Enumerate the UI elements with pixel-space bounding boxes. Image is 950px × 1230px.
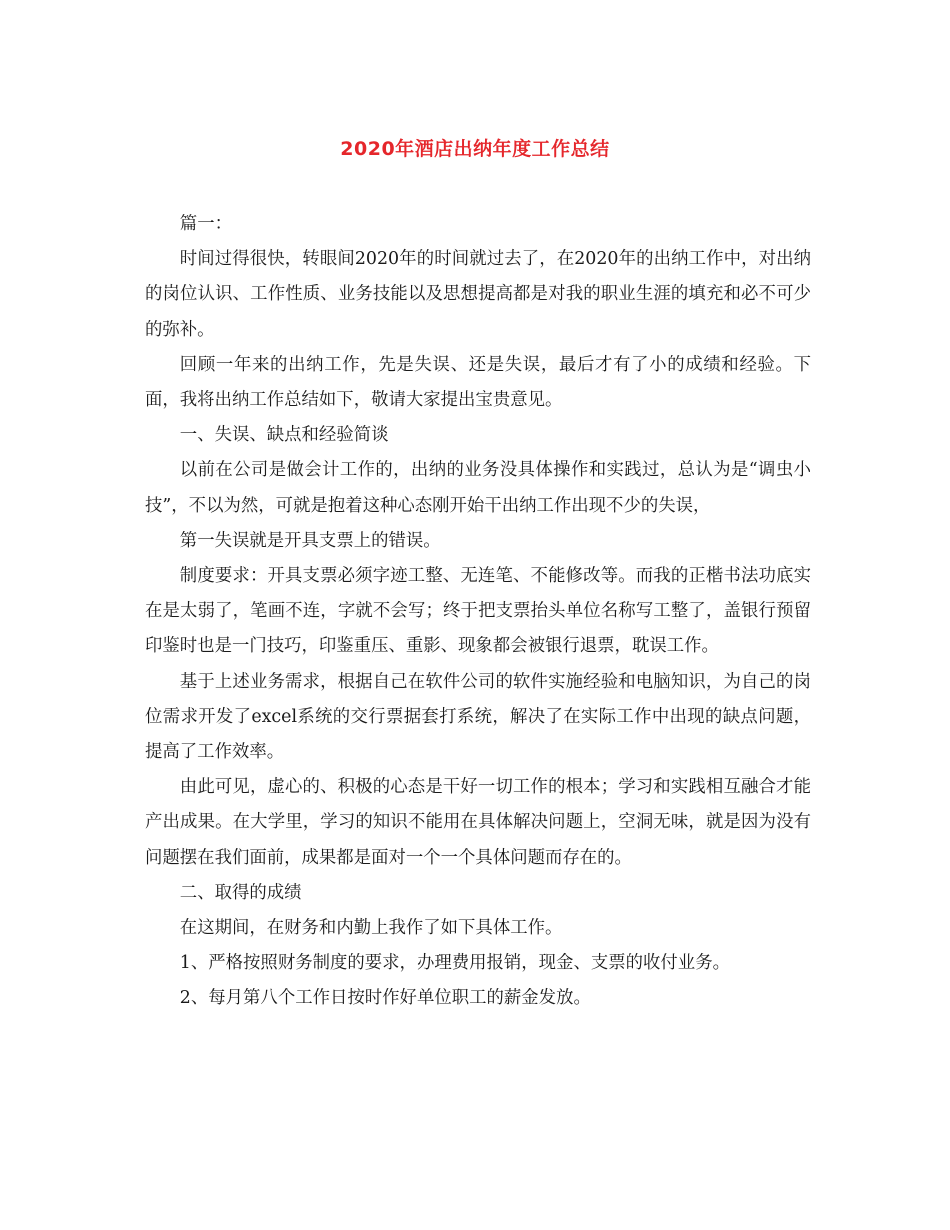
paragraph: 由此可见，虚心的、积极的心态是干好一切工作的根本；学习和实践相互融合才能产出成果。在大学里，学习的知识不能用在具体解决问题上，空洞无味，就是因为没有问题摆在我们面前，成果都是面对一个一个具体问题而存在的。 <box>145 777 811 868</box>
document-body <box>145 207 811 1017</box>
document-title: 2020年酒店出纳年度工作总结 <box>340 138 610 160</box>
paragraph: 在这期间，在财务和内勤上我作了如下具体工作。 <box>179 918 563 939</box>
paragraph-section-label: 篇一： <box>179 214 232 234</box>
paragraph: 第一失误就是开具支票上的错误。 <box>179 530 441 551</box>
list-item: 2、每月第八个工作日按时作好单位职工的薪金发放。 <box>179 988 591 1009</box>
paragraph: 回顾一年来的出纳工作，先是失误、还是失误，最后才有了小的成绩和经验。下面，我将出纳工作总结如下，敬请大家提出宝贵意见。 <box>145 354 811 411</box>
paragraph: 基于上述业务需求，根据自己在软件公司的软件实施经验和电脑知识，为自己的岗位需求开发了excel系统的交行票据套打系统，解决了在实际工作中出现的缺点问题，提高了工作效率。 <box>145 671 811 763</box>
paragraph: 制度要求：开具支票必须字迹工整、无连笔、不能修改等。而我的正楷书法功底实在是太弱了，笔画不连，字就不会写；终于把支票抬头单位名称写工整了，盖银行预留印鉴时也是一门技巧，印鉴重压、重影、现象都会被银行退票，耽误工作。 <box>145 566 811 657</box>
paragraph: 以前在公司是做会计工作的，出纳的业务没具体操作和实践过，总认为是“调虫小技”，不以为然，可就是抱着这种心态刚开始干出纳工作出现不少的失误， <box>145 460 811 516</box>
list-item: 1、严格按照财务制度的要求，办理费用报销，现金、支票的收付业务。 <box>179 953 730 974</box>
section-heading: 一、失误、缺点和经验简谈 <box>179 425 389 446</box>
section-heading: 二、取得的成绩 <box>179 882 302 903</box>
paragraph: 时间过得很快，转眼间2020年的时间就过去了，在2020年的出纳工作中，对出纳的岗位认识、工作性质、业务技能以及思想提高都是对我的职业生涯的填充和必不可少的弥补。 <box>145 249 811 340</box>
